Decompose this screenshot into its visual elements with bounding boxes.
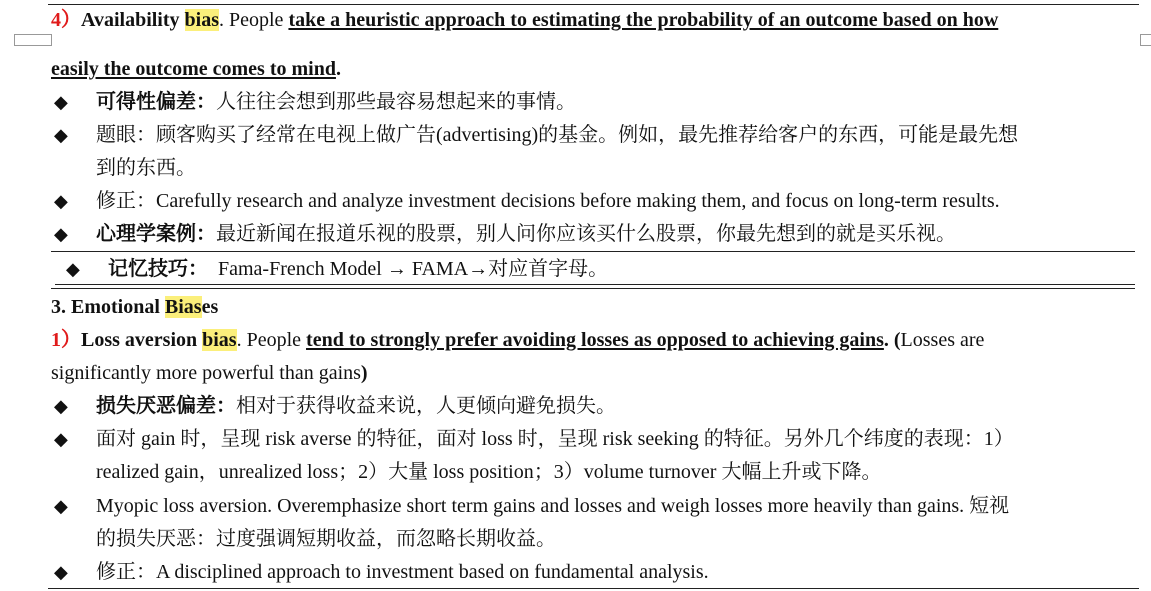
diamond-bullet-icon: ◆	[54, 429, 68, 449]
right-margin-marker	[1140, 34, 1151, 46]
loss-title: Loss aversion	[81, 329, 203, 351]
diamond-bullet-icon: ◆	[54, 496, 68, 516]
availability-heading-line	[51, 7, 1131, 33]
bullet-label: 可得性偏差：	[96, 91, 216, 113]
loss-note-line-2	[51, 360, 1131, 386]
bullet-text: 相对于获得收益来说，人更倾向避免损失。	[236, 395, 616, 417]
list-item	[51, 493, 1131, 553]
bullet-text: 最近新闻在报道乐视的股票，别人问你应该买什么股票，你最先想到的就是买乐视。	[216, 223, 956, 245]
loss-definition: tend to strongly prefer avoiding losses as opposed to achieving gains	[306, 329, 884, 351]
left-margin-marker	[14, 34, 52, 46]
divider	[51, 288, 1135, 289]
availability-people: . People	[219, 9, 289, 31]
divider	[55, 284, 1135, 285]
list-item	[51, 89, 1131, 115]
bullet-text-continued: 的损失厌恶：过度强调短期收益，而忽略长期收益。	[96, 528, 556, 550]
diamond-bullet-icon: ◆	[54, 224, 68, 244]
loss-number: 1）	[51, 329, 81, 351]
bottom-rule	[48, 588, 1139, 589]
bullet-label: 记忆技巧：	[108, 258, 208, 280]
diamond-bullet-icon: ◆	[54, 125, 68, 145]
bullet-text: 修正：A disciplined approach to investment based on fundamental analysis.	[96, 561, 709, 583]
availability-period: .	[335, 58, 341, 80]
section-heading-highlight: Bias	[164, 296, 202, 318]
list-item	[51, 122, 1131, 182]
bullet-text: Fama-French Model → FAMA→对应首字母。	[218, 258, 609, 280]
bullet-text: 人往往会想到那些最容易想起来的事情。	[216, 91, 576, 113]
loss-people: . People	[236, 329, 307, 351]
loss-heading-line	[51, 327, 1131, 353]
bullet-text: 题眼：顾客购买了经常在电视上做广告(advertising)的基金。例如，最先推荐给客户的东西，可能是最先想	[96, 124, 1019, 146]
availability-bias-word: bias	[184, 9, 219, 31]
availability-title: Availability	[81, 9, 185, 31]
divider	[51, 251, 1135, 252]
bullet-text: 面对 gain 时，呈现 risk averse 的特征，面对 loss 时，呈现 risk seeking 的特征。另外几个纬度的表现：1）	[96, 428, 1014, 450]
section-heading	[51, 294, 1131, 320]
bullet-text: 修正：Carefully research and analyze investment decisions before making them, and focus on long-term results.	[96, 190, 1000, 212]
section-heading-pre: 3. Emotional	[51, 296, 165, 318]
section-heading-post: es	[201, 296, 219, 318]
bullet-label: 损失厌恶偏差：	[96, 395, 236, 417]
availability-definition-1: take a heuristic approach to estimating the probability of an outcome based on how	[288, 9, 999, 31]
loss-period: .	[883, 329, 889, 351]
diamond-bullet-icon: ◆	[54, 92, 68, 112]
diamond-bullet-icon: ◆	[54, 191, 68, 211]
bullet-label: 心理学案例：	[96, 223, 216, 245]
loss-note-2: significantly more powerful than gains	[51, 362, 361, 384]
list-item	[51, 426, 1131, 486]
availability-definition-line-2	[51, 56, 1131, 82]
top-rule	[48, 4, 1139, 5]
bullet-text: Myopic loss aversion. Overemphasize short term gains and losses and weigh losses more heavily than gains. 短视	[96, 495, 1010, 517]
list-item	[51, 221, 1131, 247]
list-item	[63, 256, 1131, 282]
loss-note-1: Losses are	[900, 329, 985, 351]
bullet-text-continued: realized gain，unrealized loss；2）大量 loss position；3）volume turnover 大幅上升或下降。	[96, 461, 882, 483]
availability-number: 4）	[51, 9, 81, 31]
list-item	[51, 393, 1131, 419]
loss-paren-open: (	[888, 329, 901, 351]
loss-paren-close: )	[360, 362, 368, 384]
bullet-text-continued: 到的东西。	[96, 157, 196, 179]
availability-definition-2: easily the outcome comes to mind	[51, 58, 336, 80]
list-item	[51, 559, 1131, 585]
list-item	[51, 188, 1131, 214]
loss-bias-word: bias	[202, 329, 237, 351]
diamond-bullet-icon: ◆	[66, 259, 80, 279]
diamond-bullet-icon: ◆	[54, 562, 68, 582]
diamond-bullet-icon: ◆	[54, 396, 68, 416]
